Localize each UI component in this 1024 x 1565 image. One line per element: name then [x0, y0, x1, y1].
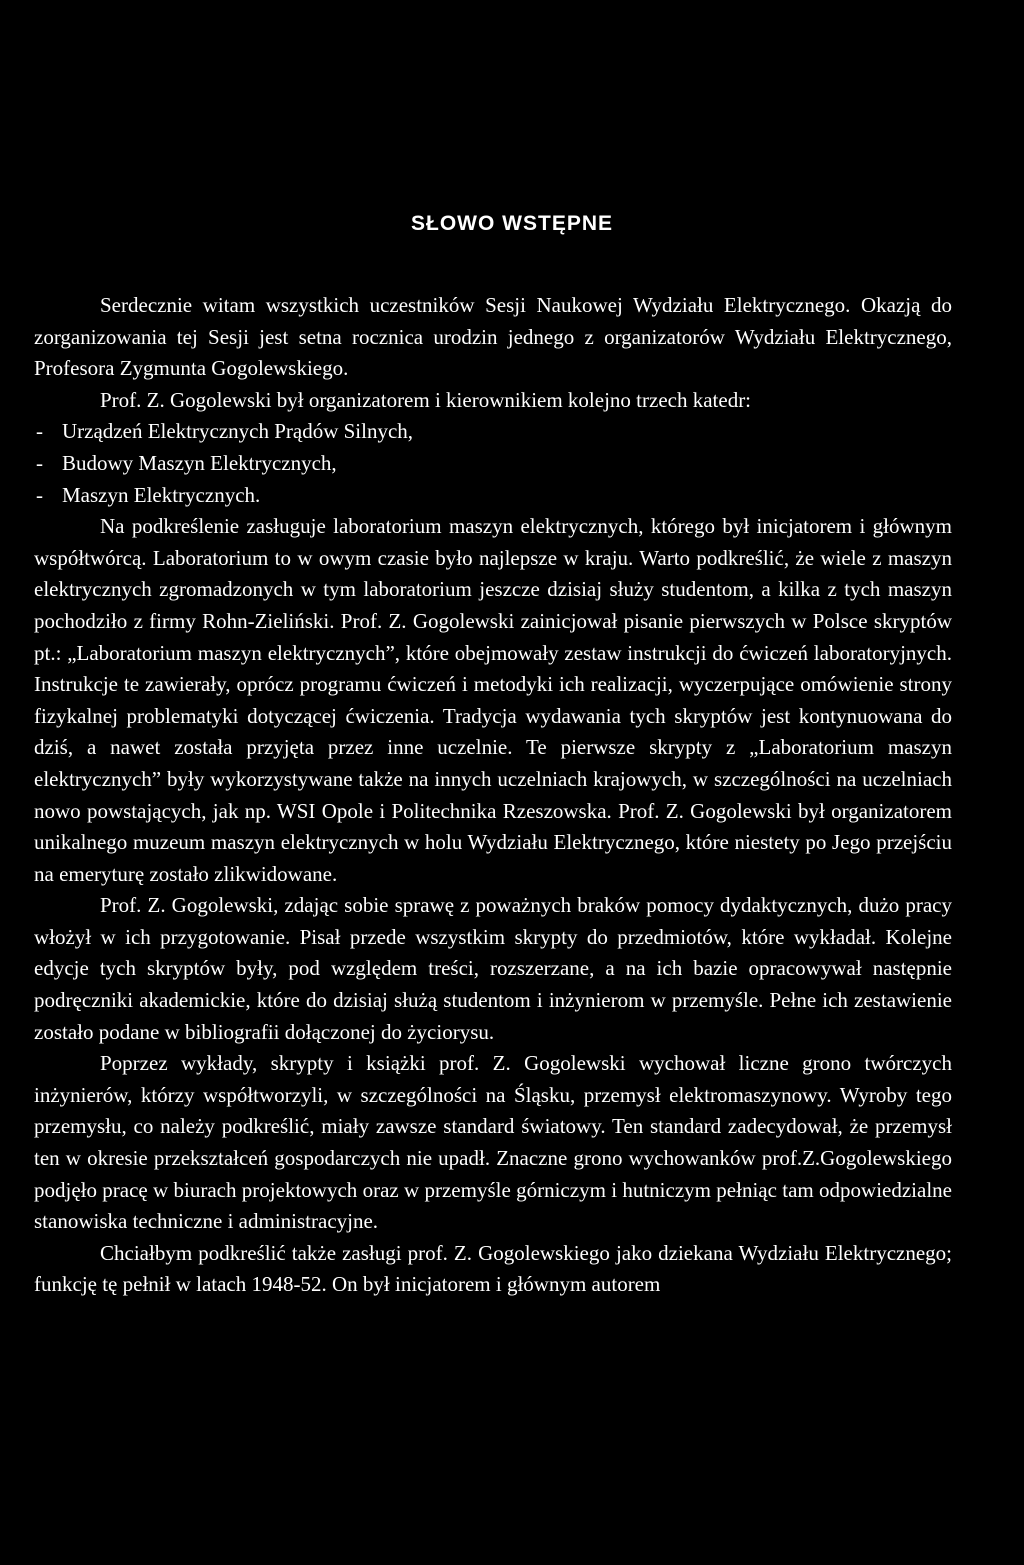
page-title: SŁOWO WSTĘPNE	[411, 212, 613, 235]
list-item	[36, 448, 952, 480]
list-item-text: Maszyn Elektrycznych.	[62, 482, 261, 507]
paragraph-skrypty: Prof. Z. Gogolewski, zdając sobie sprawę z poważnych braków pomocy dydaktycznych, dużo pracy włożył w ich przygotowanie. Pisał przede wszystkim skrypty do przedmiotów, które wykładał. Kolejne edycje tych skryptów były, pod względem treści, rozszerzane, a na ich bazie opracowywał następnie podręczniki akademickie, które do dzisiaj służą studentom i inżynierom w przemyśle. Pełne ich zestawienie zostało podane w bibliografii dołączonej do życiorysu.	[34, 893, 952, 1044]
list-dash: -	[36, 450, 43, 475]
list-item	[36, 416, 952, 448]
paragraph-katedry: Prof. Z. Gogolewski był organizatorem i kierownikiem kolejno trzech katedr:	[100, 387, 752, 412]
paragraph-wychowankowie: Poprzez wykłady, skrypty i książki prof. Z. Gogolewski wychował liczne grono twórczych inżynierów, którzy współtworzyli, w szczególności na Śląsku, przemysł elektromaszynowy. Wyroby tego przemysłu, co należy podkreślić, miały zawsze standard światowy. Ten standard zadecydował, że przemysł ten w okresie przekształceń gospodarczych nie upadł. Znaczne grono wychowanków prof.Z.Gogolewskiego podjęło pracę w biurach projektowych oraz w przemyśle górniczym i hutniczym pełniąc tam odpowiedzialne stanowiska techniczne i administracyjne.	[34, 1051, 952, 1234]
katedry-list	[34, 416, 952, 511]
list-item-text: Urządzeń Elektrycznych Prądów Silnych,	[62, 419, 414, 444]
paragraph-laboratorium: Na podkreślenie zasługuje laboratorium maszyn elektrycznych, którego był inicjatorem i głównym współtwórcą. Laboratorium to w owym czasie było najlepsze w kraju. Warto podkreślić, że wiele z maszyn elektrycznych zgromadzonych w tym laboratorium jeszcze dzisiaj służy studentom, a kilka z tych maszyn pochodziło z firmy Rohn-Zieliński. Prof. Z. Gogolewski zainicjował pisanie pierwszych w Polsce skryptów pt.: „Laboratorium maszyn elektrycznych”, które obejmowały zestaw instrukcji do ćwiczeń laboratoryjnych. Instrukcje te zawierały, oprócz programu ćwiczeń i metodyki ich realizacji, wyczerpujące omówienie strony fizykalnej problematyki dotyczącej ćwiczenia. Tradycja wydawania tych skryptów jest kontynuowana do dziś, a nawet została przyjęta przez inne uczelnie. Te pierwsze skrypty z „Laboratorium maszyn elektrycznych” były wykorzystywane także na innych uczelniach krajowych, w szczególności na uczelniach nowo powstających, jak np. WSI Opole i Politechnika Rzeszowska. Prof. Z. Gogolewski był organizatorem unikalnego muzeum maszyn elektrycznych w holu Wydziału Elektrycznego, które niestety po Jego przejściu na emeryturę zostało zlikwidowane.	[34, 514, 952, 886]
list-dash: -	[36, 419, 43, 444]
list-item	[36, 480, 952, 512]
list-dash: -	[36, 482, 43, 507]
paragraph-dziekan: Chciałbym podkreślić także zasługi prof. Z. Gogolewskiego jako dziekana Wydziału Elektrycznego; funkcję tę pełnił w latach 1948-52. On był inicjatorem i głównym autorem	[34, 1240, 952, 1297]
body-text	[34, 290, 952, 1301]
list-item-text: Budowy Maszyn Elektrycznych,	[62, 450, 337, 475]
paragraph-intro: Serdecznie witam wszystkich uczestników Sesji Naukowej Wydziału Elektrycznego. Okazją do zorganizowania tej Sesji jest setna rocznica urodzin jednego z organizatorów Wydziału Elektrycznego, Profesora Zygmunta Gogolewskiego.	[34, 293, 952, 381]
